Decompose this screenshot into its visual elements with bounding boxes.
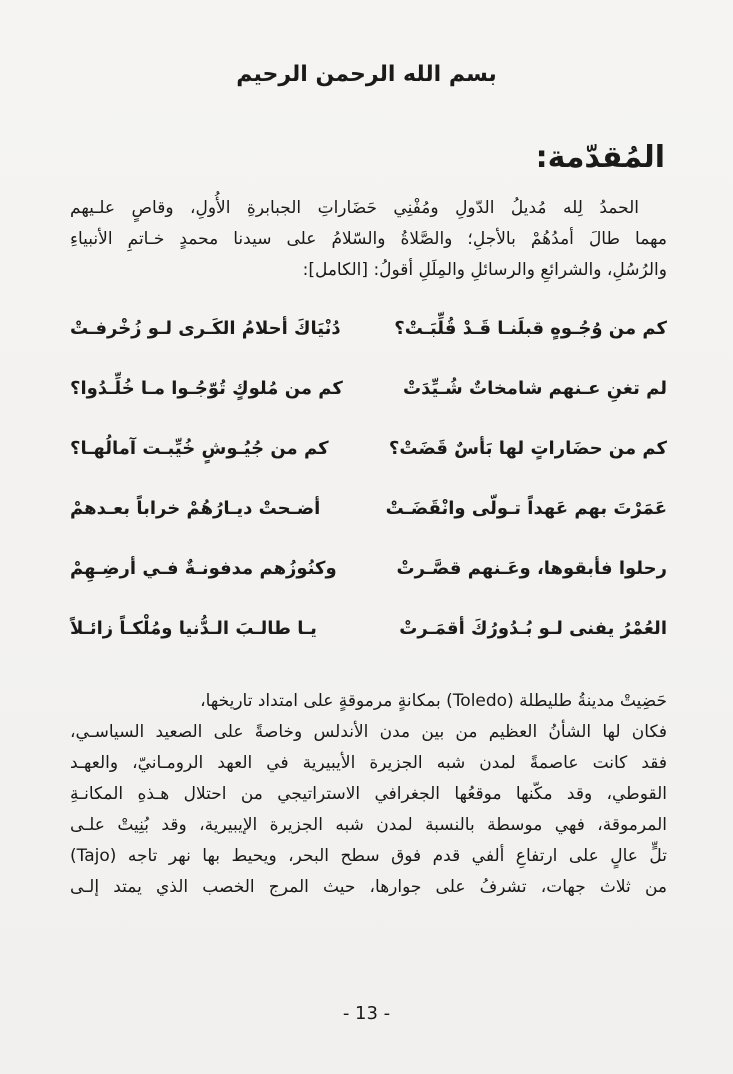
poem-verse-6-first-hemistich: العُمْرُ يفنى لـو بُـدُورُكَ أقمَـرتْ xyxy=(399,618,667,639)
body-line-4: القوطي، وقد مكّنها موقعُها الجغرافي الاستراتيجي من احتلال هـذهِ المكانـةِ xyxy=(70,784,667,804)
poem-verse xyxy=(70,558,667,618)
poem-verse xyxy=(70,318,667,378)
body-line-7: من ثلاث جهات، تشرفُ على جوارها، حيث المرج الخصب الذي يمتد إلـى xyxy=(70,877,667,897)
poem-verse-1-second-hemistich: دُنْيَاكَ أحلامُ الكَـرى لـو زُخْرفـتْ xyxy=(70,318,341,339)
intro-paragraph xyxy=(70,193,667,286)
body-line-3: فقد كانت عاصمةً لمدن شبه الجزيرة الأيبيرية في العهد الرومـانيّ، والعهـد xyxy=(70,753,667,773)
introduction-heading: المُقدّمة: xyxy=(535,140,665,175)
poem-verse-1-first-hemistich: كم من وُجُـوهٍ قبلَنـا قَـدْ قُلِّبَـتْ؟ xyxy=(394,318,667,339)
body-line-5: المرموقة، فهي موسطة بالنسبة لمدن شبه الجزيرة الإيبيرية، وقد بُنِيتْ علـى xyxy=(70,815,667,835)
poem-verse-2-first-hemistich: لم تغنِ عـنهم شامخاتٌ شُـيِّدَتْ xyxy=(403,378,667,399)
intro-line-3: والرُسُلِ، والشرائعِ والرسائلِ والمِلَلِ أقولُ: [الكامل]: xyxy=(302,260,667,280)
poem-verse xyxy=(70,378,667,438)
poem-verse-2-second-hemistich: كم من مُلوكٍ تُوّجُـوا مـا خُلِّـدُوا؟ xyxy=(70,378,343,399)
poem-verse xyxy=(70,438,667,498)
poem-verse-3-second-hemistich: كم من جُيُـوشٍ خُيِّبـت آمالُهـا؟ xyxy=(70,438,329,459)
body-line-1: حَضِيتْ مدينةُ طليطلة (Toledo) بمكانةٍ مرموقةٍ على امتداد تاريخها، xyxy=(200,691,667,711)
basmala-heading: بسم الله الرحمن الرحيم xyxy=(236,62,497,87)
poem-verse-5-first-hemistich: رحلوا فأبقوها، وعَـنهم قصَّـرتْ xyxy=(396,558,667,579)
body-line-2: فكان لها الشأنُ العظيم من بين مدن الأندلس وخاصةً على الصعيد السياسـي، xyxy=(70,722,667,742)
intro-line-1: الحمدُ لِله مُديلُ الدّولِ ومُفْنِي حَضَاراتِ الجبابرةِ الأُولِ، وقاصٍ علـيهم xyxy=(70,198,639,218)
poem-verse-6-second-hemistich: يـا طالـبَ الـدُّنيا ومُلْكـاً زائـلاً xyxy=(70,618,317,639)
intro-line-2: مهما طالَ أمدُهُمْ بالأجلِ؛ والصَّلاةُ والسّلامُ على سيدنا محمدٍ خـاتمِ الأنبياءِ xyxy=(70,229,667,249)
poem-verse-5-second-hemistich: وكنُوزُهم مدفونـةٌ فـي أرضِـهِمْ xyxy=(70,558,337,579)
poem xyxy=(70,318,667,678)
body-paragraph xyxy=(70,686,667,903)
poem-verse xyxy=(70,498,667,558)
page-number: - 13 - xyxy=(342,1003,391,1024)
poem-verse-4-first-hemistich: عَمَرْتَ بهم عَهداً تـولّى وانْقَضَـتْ xyxy=(385,498,667,519)
body-line-6: تلٍّ عالٍ على ارتفاعِ ألفي قدم فوق سطح البحر، ويحيط بها نهر تاجه (Tajo) xyxy=(70,846,667,866)
poem-verse-3-first-hemistich: كم من حضَاراتٍ لها بَأسٌ قَضَتْ؟ xyxy=(388,438,667,459)
poem-verse xyxy=(70,618,667,678)
poem-verse-4-second-hemistich: أضـحتْ ديـارُهُمْ خراباً بعـدهمْ xyxy=(70,498,321,519)
